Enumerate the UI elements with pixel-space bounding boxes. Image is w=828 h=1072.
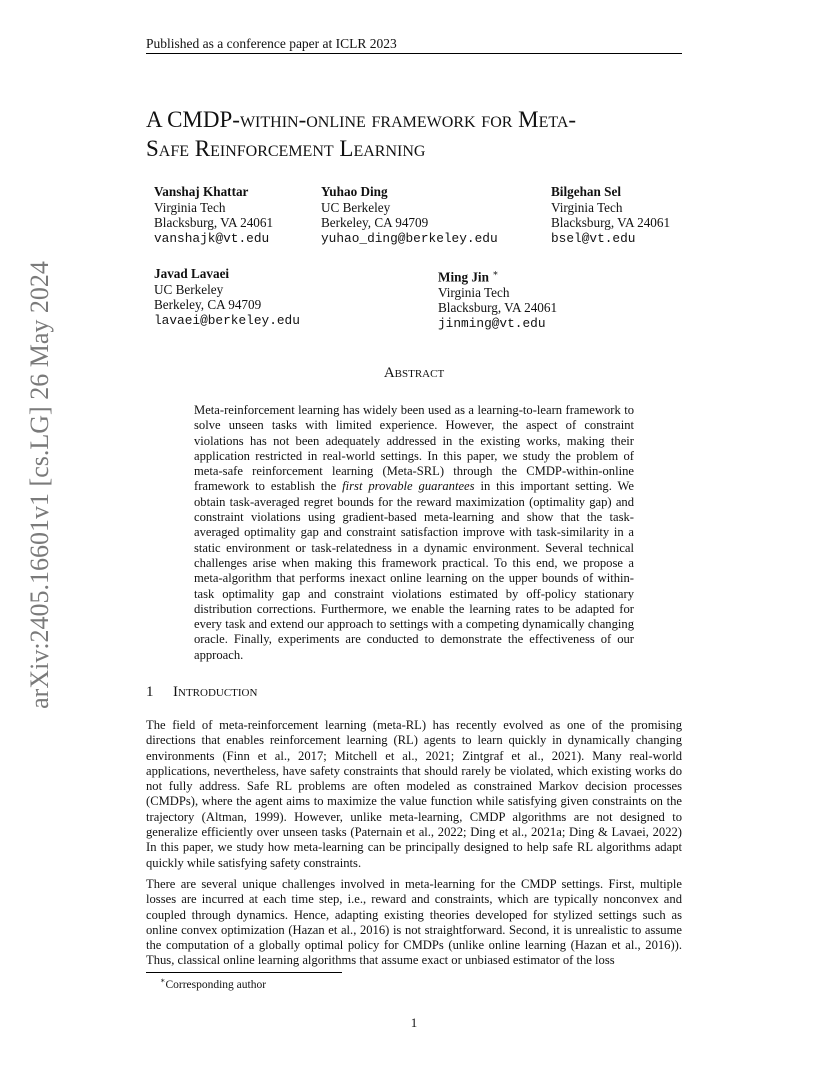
footnote-mark: ∗	[160, 976, 166, 985]
abstract-heading: Abstract	[383, 365, 445, 381]
author-block	[154, 266, 300, 328]
author-name: Vanshaj Khattar	[154, 184, 249, 199]
author-email: vanshajk@vt.edu	[154, 230, 270, 246]
author-name: Yuhao Ding	[321, 184, 388, 199]
author-block	[438, 266, 557, 331]
abstract-emphasis: first provable guarantees	[342, 479, 475, 494]
footnote-rule	[146, 972, 342, 973]
author-name: Ming Jin	[438, 269, 489, 285]
author-affiliation: Virginia Tech	[154, 199, 226, 215]
title-line-1: A CMDP-within-online framework for Meta-	[146, 107, 577, 132]
section-title: Introduction	[173, 684, 258, 700]
title-line-2: Safe Reinforcement Learning	[146, 136, 426, 161]
corresponding-author-mark: ∗	[492, 268, 499, 278]
running-header: Published as a conference paper at ICLR 2023	[146, 36, 397, 51]
author-email: jinming@vt.edu	[438, 315, 546, 331]
author-block	[551, 184, 670, 246]
footnote-text: Corresponding author	[165, 978, 267, 991]
author-email: bsel@vt.edu	[551, 230, 636, 246]
author-affiliation: UC Berkeley	[321, 199, 391, 215]
author-name: Bilgehan Sel	[551, 184, 621, 199]
abstract-body	[194, 403, 634, 663]
author-address: Blacksburg, VA 24061	[551, 215, 671, 230]
author-email: yuhao_ding@berkeley.edu	[321, 230, 498, 246]
author-affiliation: UC Berkeley	[154, 281, 224, 297]
arxiv-identifier-stamp: arXiv:2405.16601v1 [cs.LG] 26 May 2024	[25, 261, 54, 709]
body-paragraph: There are several unique challenges involved in meta-learning for the CMDP settings. First, multiple losses are incurred at each time step, i.e., reward and constraints, which are typically nonconvex and coupled through dynamics. Hence, adapting existing theories developed for stylized settings such as online convex optimization (Hazan et al., 2016) is not straightforward. Second, it is unrealistic to assume the computation of a globally optimal policy for CMDPs (unlike online learning (Hazan et al., 2016)). Thus, classical online learning algorithms that assume exact or unbiased estimator of the loss	[146, 877, 682, 968]
section-heading	[146, 684, 257, 701]
paper-title	[146, 105, 706, 163]
author-affiliation: Virginia Tech	[551, 199, 623, 215]
author-address: Blacksburg, VA 24061	[154, 215, 274, 230]
page-number: 1	[410, 1015, 418, 1030]
body-paragraph: The field of meta-reinforcement learning (meta-RL) has recently evolved as one of the promising directions that enables reinforcement learning (RL) agents to learn quickly in dynamically changing environments (Finn et al., 2017; Mitchell et al., 2021; Zintgraf et al., 2021). Many real-world applications, nevertheless, have safety constraints that should rarely be violated, which existing works do not fully address. Safe RL problems are often modeled as constrained Markov decision processes (CMDPs), where the agent aims to maximize the value function while satisfying given constraints on the trajectory (Altman, 1999). However, unlike meta-learning, CMDP algorithms are not designed to generalize efficiently over unseen tasks (Paternain et al., 2022; Ding et al., 2021a; Ding & Lavaei, 2022) In this paper, we study how meta-learning can be principally designed to help safe RL algorithms adapt quickly while satisfying safety constraints.	[146, 718, 682, 870]
section-number: 1	[146, 684, 154, 700]
author-name-line	[438, 266, 557, 285]
footnote	[160, 976, 266, 991]
author-address: Blacksburg, VA 24061	[438, 300, 558, 316]
author-address: Berkeley, CA 94709	[154, 297, 262, 312]
abstract-text-part-1: Meta-reinforcement learning has widely been used as a learning-to-learn framework to solve unseen tasks with limited experience. However, the aspect of constraint violations has not been adequately addressed in the existing works, making their application restricted in real-world settings. In this paper, we study the problem of meta-safe reinforcement learning (Meta-SRL) through the CMDP-within-online framework to establish the	[194, 403, 634, 494]
header-rule	[146, 53, 682, 54]
author-email: lavaei@berkeley.edu	[154, 312, 300, 328]
author-address: Berkeley, CA 94709	[321, 215, 429, 230]
author-name: Javad Lavaei	[154, 266, 230, 281]
author-affiliation: Virginia Tech	[438, 284, 510, 300]
author-block	[154, 184, 273, 246]
author-block	[321, 184, 498, 246]
abstract-text-part-2: in this important setting. We obtain task-averaged regret bounds for the reward maximization (optimality gap) and constraint violations using gradient-based meta-learning and show that the task-averaged optimality gap and constraint satisfaction improve with task-similarity in a static environment or task-relatedness in a dynamic environment. Several technical challenges arise when making this framework practical. To this end, we propose a meta-algorithm that performs inexact online learning on the upper bounds of within-task optimality gap and constraint violations estimated by off-policy stationary distribution corrections. Furthermore, we enable the learning rates to be adapted for every task and extend our approach to settings with a competing dynamically changing oracle. Finally, experiments are conducted to demonstrate the effectiveness of our approach.	[194, 479, 635, 662]
